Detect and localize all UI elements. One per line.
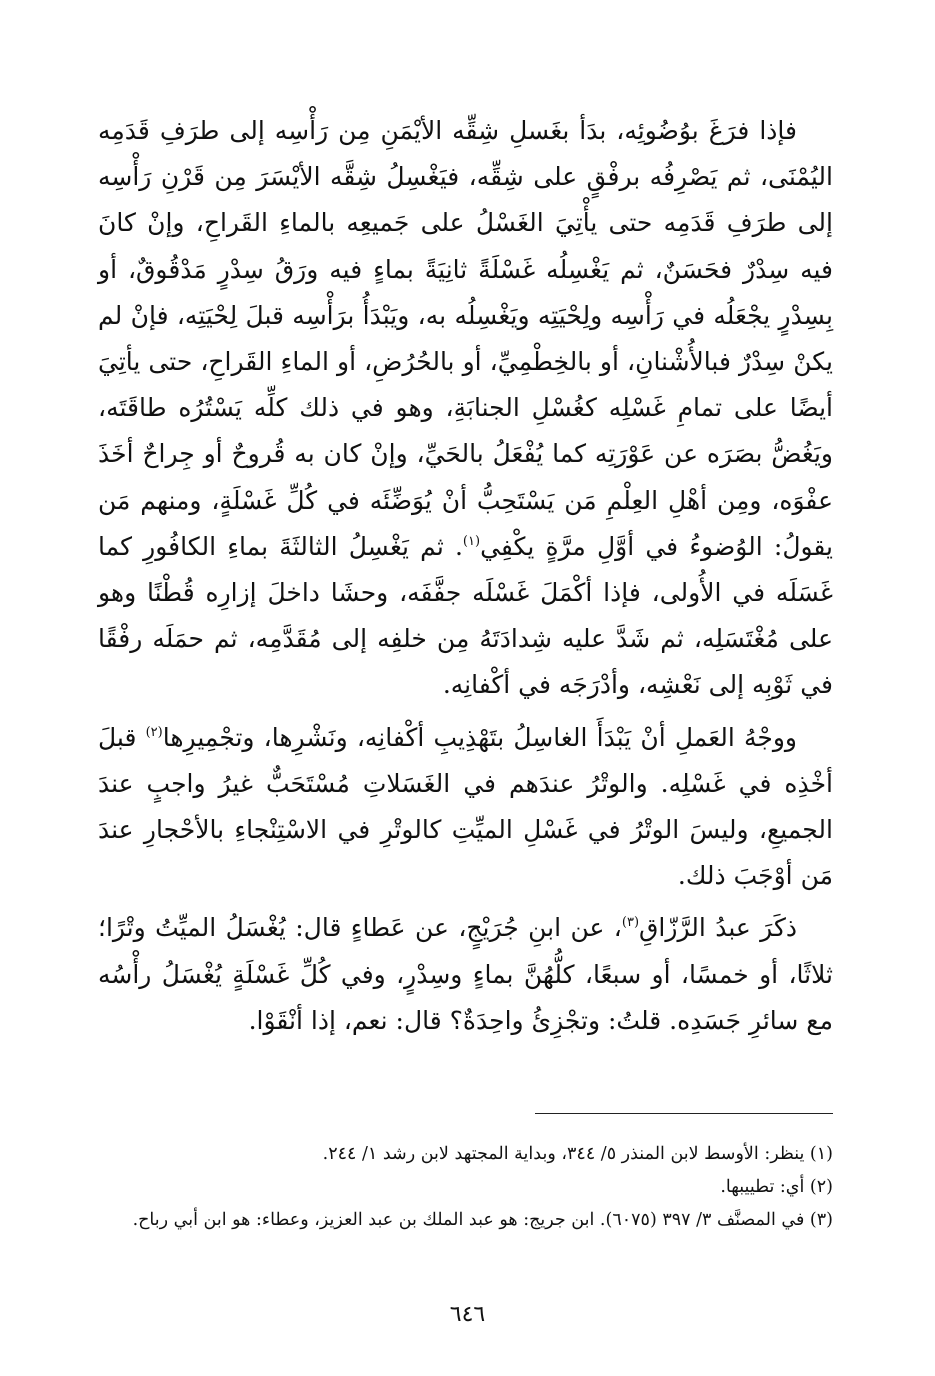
paragraph-text: ذكَرَ عبدُ الرَّزّاقِ [639,913,798,943]
paragraph-text: فإذا فرَغَ بوُضُوئِه، بدَأ بغَسلِ شِقِّه الأيْمَنِ مِن رَأْسِه إلى طرَفِ قَدَمِه اليُمْنَى، ثم يَصْرِفُه برفْقٍ على شِقِّه، فيَغْسِلُ شِقَّه الأيْسَرَ مِن قَرْنِ رَأْسِه إلى طرَفِ قَدَمِه حتى يأْتِيَ الغَسْلُ على جَميعِه بالماءِ القَراحِ، وإنْ كانَ فيه سِدْرٌ فحَسَنٌ، ثم يَغْسِلُه غَسْلَةً ثانِيَةً بماءٍ فيه ورَقُ سِدْرٍ مَدْقُوقٌ، أو بِسِدْرٍ يجْعَلُه في رَأْسِه ولِحْيَتِه ويَغْسِلُه به، ويَبْدَأُ برَأْسِه قبلَ لِحْيَتِه، فإنْ لم يكنْ سِدْرٌ فبالأُشْنانِ، أو بالخِطْمِيِّ، أو بالحُرُضِ، أو الماءِ القَراحِ، حتى يأتِيَ أيضًا على تمامِ غَسْلِه كغُسْلِ الجنابَةِ، وهو في ذلك كلِّه يَسْتُرُه طاقَتَه، ويَغُضُّ بصَرَه عن عَوْرَتِه كما يُفْعَلُ بالحَيِّ، وإنْ كان به قُروحٌ أو جِراحٌ أخَذَ عفْوَه، ومِن أهْلِ العِلْمِ مَن يَسْتَحِبُّ أنْ يُوَضِّئَه في كُلِّ غَسْلَةٍ، ومنهم مَن يقولُ: الوُضوءُ في أوَّلِ مرَّةٍ يكْفِي [98,116,834,561]
page-number: ٦٤٦ [449,1302,486,1327]
footnote-ref-2[interactable]: (٢) [145,724,163,740]
footnote-1: (١) ينظر: الأوسط لابن المنذر ٥/ ٣٤٤، وبداية المجتهد لابن رشد ١/ ٢٤٤. [322,1144,833,1164]
main-text [98,108,833,1044]
footnote-ref-1[interactable]: (١) [462,533,481,549]
footnote-divider [535,1113,833,1114]
footnotes [98,1138,833,1237]
footnote-ref-3[interactable]: (٣) [621,915,640,931]
paragraph-3 [98,905,833,1044]
paragraph-1 [98,108,833,709]
footnote-2: (٢) أي: تطييبها. [720,1177,833,1197]
paragraph-text: . ثم يَغْسِلُ الثالثَةَ بماءِ الكافُورِ كما غَسَلَه في الأُولى، فإذا أكْمَلَ غَسْلَه جفَّفَه، وحشَا داخلَ إزارِه قُطْنًا وهو على مُغْتَسَلِه، ثم شَدَّ عليه شِدادَتَهُ مِن خلفِه إلى مُقَدَّمِه، ثم حمَلَه رفْقًا في ثَوْبِه إلى نَعْشِه، وأدْرَجَه في أكْفانِه. [98,531,833,700]
footnote-3: (٣) في المصنَّف ٣/ ٣٩٧ (٦٠٧٥). ابن جريج: هو عبد الملك بن عبد العزيز، وعطاء: هو ابن أبي رباح. [132,1210,833,1230]
paragraph-text: قبلَ أخْذِه في غَسْلِه. والوتْرُ عندَهم في الغَسَلاتِ مُسْتَحَبٌّ غيرُ واجبٍ عندَ الجميعِ، وليسَ الوتْرُ في غَسْلِ الميِّتِ كالوتْرِ في الاسْتِنْجاءِ بالأحْجارِ عندَ مَن أوْجَبَ ذلك. [98,722,833,891]
paragraph-text: ووجْهُ العَملِ أنْ يَبْدَأَ الغاسِلُ بتَهْذِيبِ أكْفانِه، ونَشْرِها، وتجْمِيرِها [162,722,797,752]
paragraph-2 [98,715,833,900]
paragraph-text: ، عن ابنِ جُرَيْجٍ، عن عَطاءٍ قال: يُغْسَلُ الميِّتُ وتْرًا؛ ثلاثًا، أو خمسًا، أو سبعًا، كلُّهُنَّ بماءٍ وسِدْرٍ، وفي كُلِّ غَسْلَةٍ يُغْسَلُ رأْسُه مع سائرِ جَسَدِه. قلتُ: وتجْزِئُ واحِدَةٌ؟ قال: نعم، إذا أنْقَوْا. [98,913,833,1035]
